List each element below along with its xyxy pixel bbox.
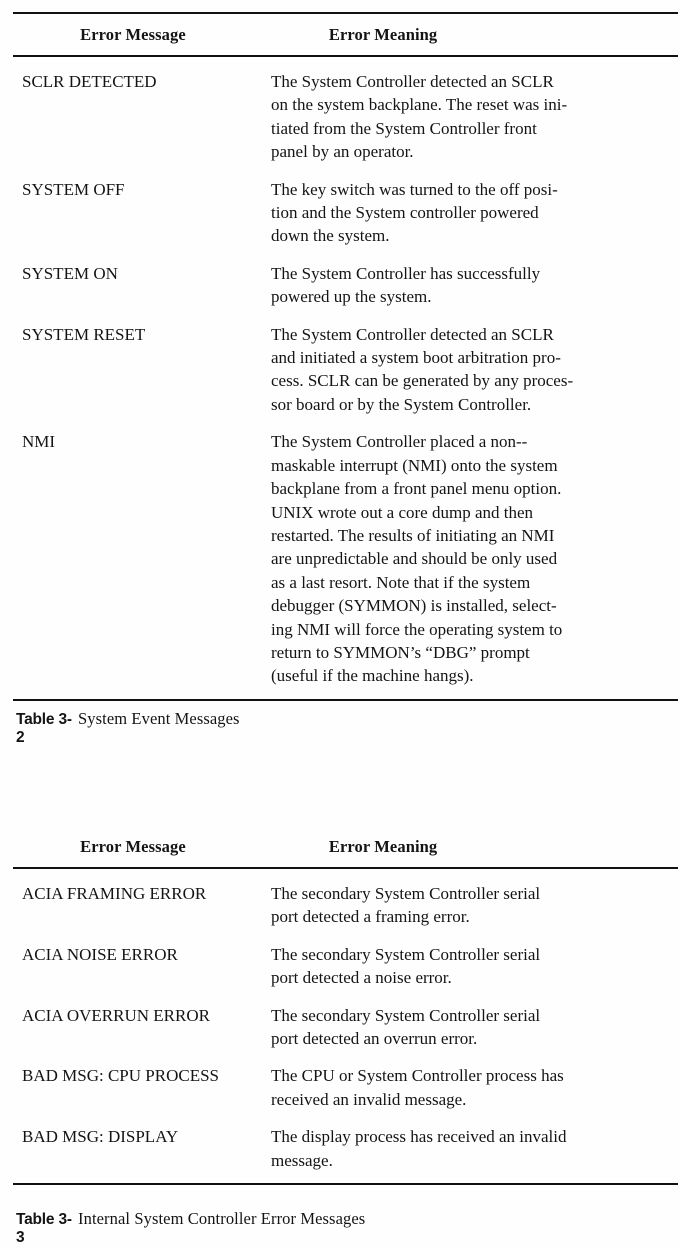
meaning-line: The CPU or System Controller process has	[271, 1066, 564, 1086]
caption-text: Internal System Controller Error Messages	[78, 1209, 366, 1228]
table-row	[0, 882, 681, 929]
table-row	[0, 262, 681, 309]
table-row	[0, 430, 681, 687]
cell-error-message: BAD MSG: CPU PROCESS	[22, 1066, 219, 1086]
meaning-line: The secondary System Controller serial	[271, 884, 541, 903]
meaning-line: The System Controller detected an SCLR	[271, 324, 554, 344]
table-body	[0, 869, 681, 1183]
cell-error-message: SYSTEM ON	[22, 263, 118, 283]
column-header-error-meaning: Error Meaning	[328, 837, 438, 856]
caption-text: System Event Messages	[78, 709, 240, 728]
meaning-line: port detected an overrun error.	[271, 1029, 478, 1049]
meaning-line: message.	[271, 1150, 333, 1170]
meaning-line: The secondary System Controller serial	[271, 1005, 541, 1025]
table-row	[0, 943, 681, 990]
cell-error-meaning	[271, 1125, 659, 1172]
cell-error-message: ACIA FRAMING ERROR	[22, 884, 207, 903]
cell-error-meaning	[271, 262, 659, 309]
cell-error-message: SCLR DETECTED	[22, 72, 157, 91]
table-row	[0, 323, 681, 417]
meaning-line: (useful if the machine hangs).	[271, 666, 474, 686]
table-3-3	[0, 826, 681, 1185]
table-row	[0, 70, 681, 164]
cell-error-meaning	[271, 430, 659, 687]
table-3-3-caption	[0, 1209, 365, 1247]
caption-label: Table 3-3	[16, 1211, 72, 1246]
meaning-line: UNIX wrote out a core dump and then	[271, 502, 534, 522]
table-3-2-caption	[0, 709, 240, 747]
meaning-line: cess. SCLR can be generated by any proces-	[271, 371, 574, 391]
meaning-line: tiated from the System Controller front	[271, 118, 537, 138]
cell-error-message: ACIA NOISE ERROR	[22, 944, 178, 964]
cell-error-meaning	[271, 1004, 659, 1051]
meaning-line: The display process has received an invalid	[271, 1127, 567, 1147]
table-header-row	[0, 826, 681, 867]
meaning-line: restarted. The results of initiating an NMI	[271, 525, 555, 545]
meaning-line: panel by an operator.	[271, 142, 414, 162]
table-bottom-rule	[13, 699, 678, 701]
table-body	[0, 57, 681, 699]
meaning-line: return to SYMMON’s “DBG” prompt	[271, 642, 530, 662]
meaning-line: and initiated a system boot arbitration pro-	[271, 348, 561, 368]
meaning-line: port detected a framing error.	[271, 907, 470, 927]
cell-error-message: ACIA OVERRUN ERROR	[22, 1005, 210, 1025]
table-row	[0, 178, 681, 248]
meaning-line: port detected a noise error.	[271, 968, 452, 988]
meaning-line: maskable interrupt (NMI) onto the system	[271, 455, 558, 475]
cell-error-message: NMI	[22, 432, 56, 452]
meaning-line: on the system backplane. The reset was ini-	[271, 95, 568, 115]
meaning-line: sor board or by the System Controller.	[271, 394, 532, 414]
cell-error-meaning	[271, 1064, 659, 1111]
cell-error-meaning	[271, 882, 659, 929]
meaning-line: down the system.	[271, 226, 390, 246]
meaning-line: The System Controller placed a non--	[271, 432, 528, 452]
meaning-line: are unpredictable and should be only used	[271, 549, 558, 569]
meaning-line: debugger (SYMMON) is installed, select-	[271, 596, 557, 616]
cell-error-meaning	[271, 323, 659, 417]
meaning-line: backplane from a front panel menu option.	[271, 479, 562, 499]
table-row	[0, 1064, 681, 1111]
meaning-line: as a last resort. Note that if the system	[271, 572, 531, 592]
table-header-row	[0, 14, 681, 55]
table-bottom-rule	[13, 1183, 678, 1185]
cell-error-message: BAD MSG: DISPLAY	[22, 1127, 179, 1147]
table-row	[0, 1125, 681, 1172]
column-header-error-message: Error Message	[80, 837, 186, 856]
cell-error-meaning	[271, 70, 659, 164]
meaning-line: powered up the system.	[271, 287, 432, 307]
table-row	[0, 1004, 681, 1051]
column-header-error-meaning: Error Meaning	[328, 25, 438, 44]
caption-label: Table 3-2	[16, 711, 72, 746]
cell-error-message: SYSTEM RESET	[22, 324, 146, 344]
cell-error-message: SYSTEM OFF	[22, 179, 125, 199]
meaning-line: tion and the System controller powered	[271, 203, 539, 223]
column-header-error-message: Error Message	[80, 25, 186, 44]
meaning-line: The System Controller detected an SCLR	[271, 72, 554, 91]
cell-error-meaning	[271, 943, 659, 990]
meaning-line: The System Controller has successfully	[271, 263, 541, 283]
table-3-2	[0, 12, 681, 701]
meaning-line: The secondary System Controller serial	[271, 944, 541, 964]
meaning-line: ing NMI will force the operating system to	[271, 619, 563, 639]
cell-error-meaning	[271, 178, 659, 248]
meaning-line: received an invalid message.	[271, 1089, 467, 1109]
meaning-line: The key switch was turned to the off posi-	[271, 179, 558, 199]
